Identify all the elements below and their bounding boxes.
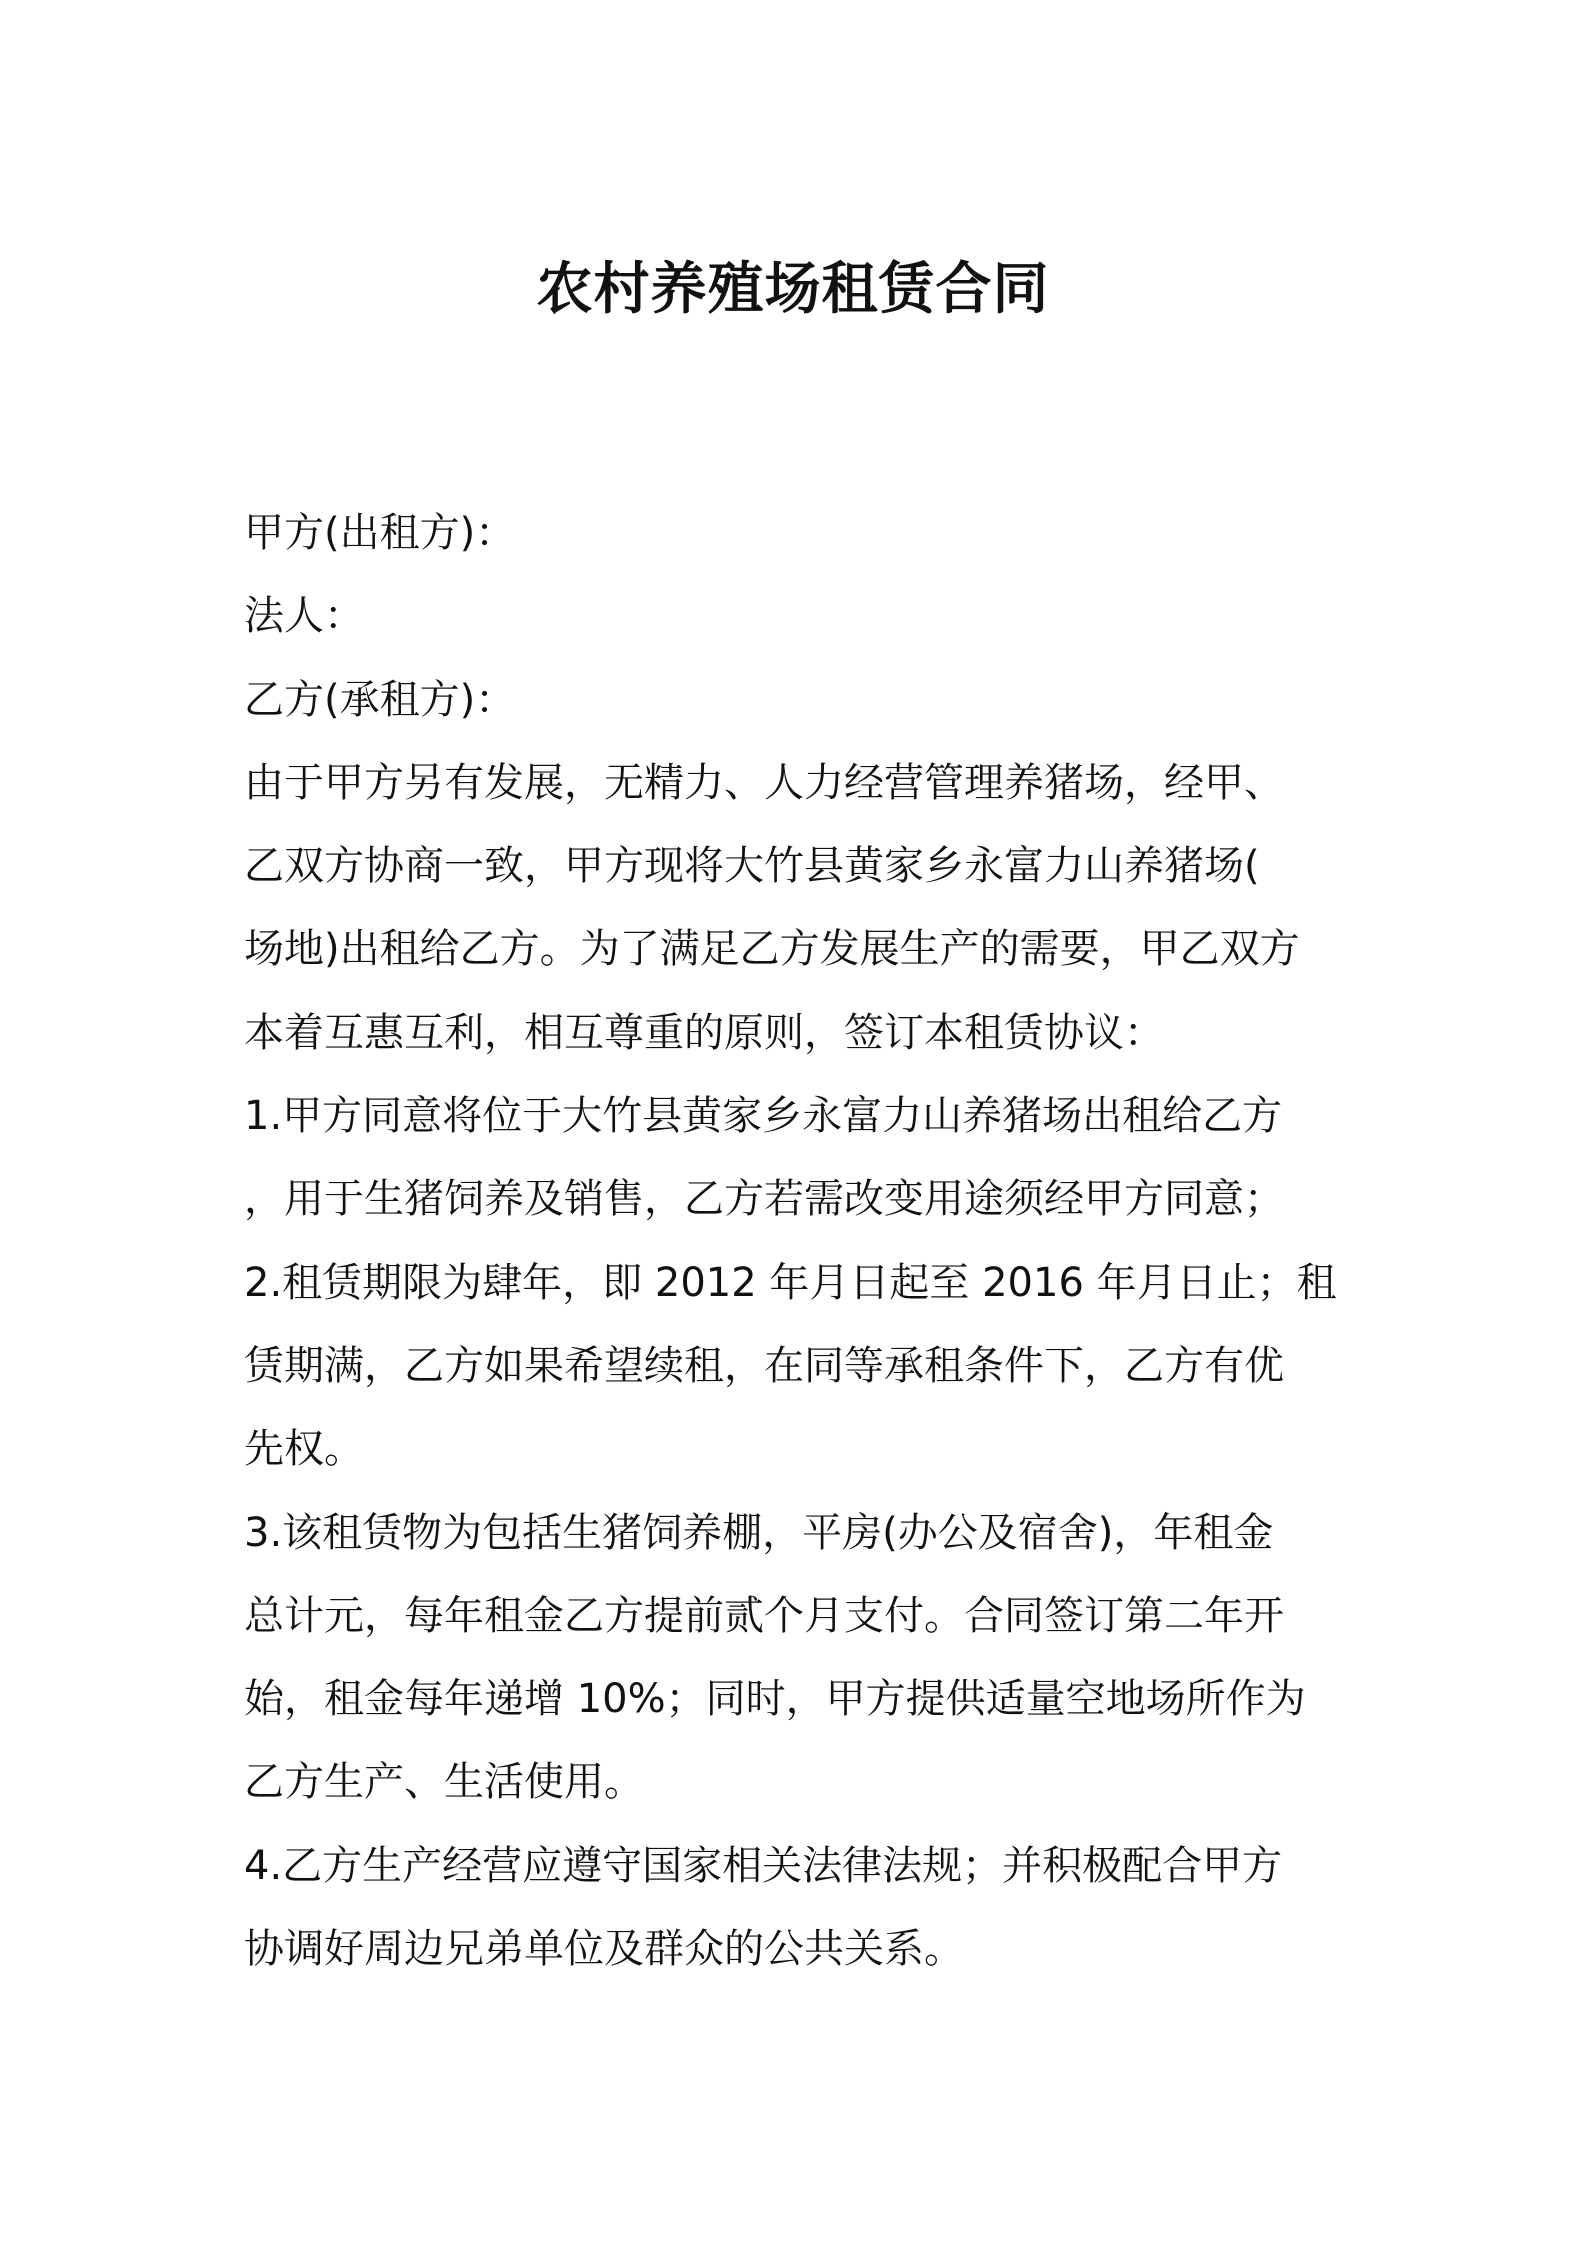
clause-4-line: 协调好周边兄弟单位及群众的公共关系。 <box>244 1926 964 1973</box>
party-a-line: 甲方(出租方)： <box>244 510 516 556</box>
document-body <box>244 492 1356 1991</box>
clause-4-line: 4.乙方生产经营应遵守国家相关法律法规；并积极配合甲方 <box>244 1842 1283 1889</box>
party-b-line: 乙方(承租方)： <box>244 676 516 723</box>
clause-1-line: ，用于生猪饲养及销售，乙方若需改变用途须经甲方同意； <box>244 1176 1284 1223</box>
clause-2-line: 先权。 <box>244 1426 364 1473</box>
text-line: 场地)出租给乙方。为了满足乙方发展生产的需要，甲乙双方 <box>244 926 1300 973</box>
clause-3-line: 3.该租赁物为包括生猪饲养棚，平房(办公及宿舍)，年租金 <box>244 1509 1274 1556</box>
clause-3-line: 始，租金每年递增 10%；同时，甲方提供适量空地场所作为 <box>244 1676 1306 1723</box>
clause-2-line: 赁期满，乙方如果希望续租，在同等承租条件下，乙方有优 <box>244 1342 1284 1389</box>
text-line: 由于甲方另有发展，无精力、人力经营管理养猪场，经甲、 <box>244 759 1284 806</box>
clause-2-line: 2.租赁期限为肆年，即 2012 年月日起至 2016 年月日止；租 <box>244 1259 1337 1306</box>
clause-3-line: 乙方生产、生活使用。 <box>244 1759 644 1806</box>
document-title: 农村养殖场租赁合同 <box>536 257 1050 322</box>
legal-person-line: 法人： <box>244 593 364 640</box>
text-line: 乙双方协商一致，甲方现将大竹县黄家乡永富力山养猪场( <box>244 843 1260 890</box>
clause-1-line: 1.甲方同意将位于大竹县黄家乡永富力山养猪场出租给乙方 <box>244 1093 1283 1140</box>
text-line: 本着互惠互利，相互尊重的原则，签订本租赁协议： <box>244 1009 1164 1056</box>
clause-3-line: 总计元，每年租金乙方提前贰个月支付。合同签订第二年开 <box>244 1592 1284 1639</box>
